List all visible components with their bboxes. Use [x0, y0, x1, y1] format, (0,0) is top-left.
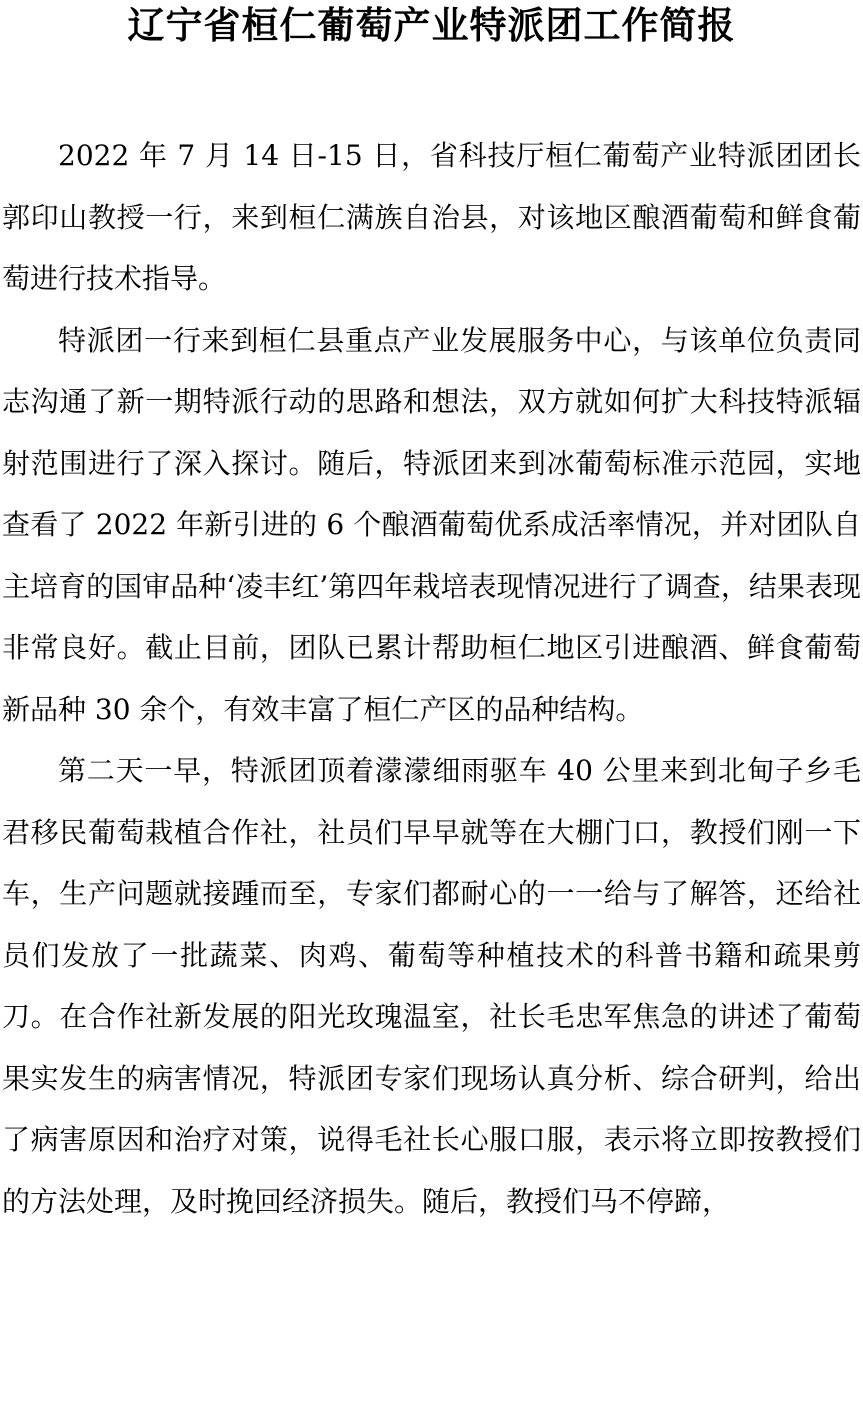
document-title: 辽宁省桓仁葡萄产业特派团工作简报: [127, 4, 736, 47]
paragraph-1: 2022 年 7 月 14 日-15 日，省科技厅桓仁葡萄产业特派团团长郭印山教授一行，来到桓仁满族自治县，对该地区酿酒葡萄和鲜食葡萄进行技术指导。: [2, 139, 861, 295]
paragraph-3: 第二天一早，特派团顶着濛濛细雨驱车 40 公里来到北甸子乡毛君移民葡萄栽植合作社，社员们早早就等在大棚门口，教授们刚一下车，生产问题就接踵而至，专家们都耐心的一一给与了解答，还给社员们发放了一批蔬菜、肉鸡、葡萄等种植技术的科普书籍和疏果剪刀。在合作社新发展的阳光玫瑰温室，社长毛忠军焦急的讲述了葡萄果实发生的病害情况，特派团专家们现场认真分析、综合研判，给出了病害原因和治疗对策，说得毛社长心服口服，表示将立即按教授们的方法处理，及时挽回经济损失。随后，教授们马不停蹄，: [2, 754, 861, 1218]
paragraph-2: 特派团一行来到桓仁县重点产业发展服务中心，与该单位负责同志沟通了新一期特派行动的思路和想法，双方就如何扩大科技特派辐射范围进行了深入探讨。随后，特派团来到冰葡萄标准示范园，实地查看了 2022 年新引进的 6 个酿酒葡萄优系成活率情况，并对团队自主培育的国审品种‘凌丰红’第四年栽培表现情况进行了调查，结果表现非常良好。截止目前，团队已累计帮助桓仁地区引进酿酒、鲜食葡萄新品种 30 余个，有效丰富了桓仁产区的品种结构。: [2, 323, 861, 726]
document-body: [2, 125, 861, 1232]
